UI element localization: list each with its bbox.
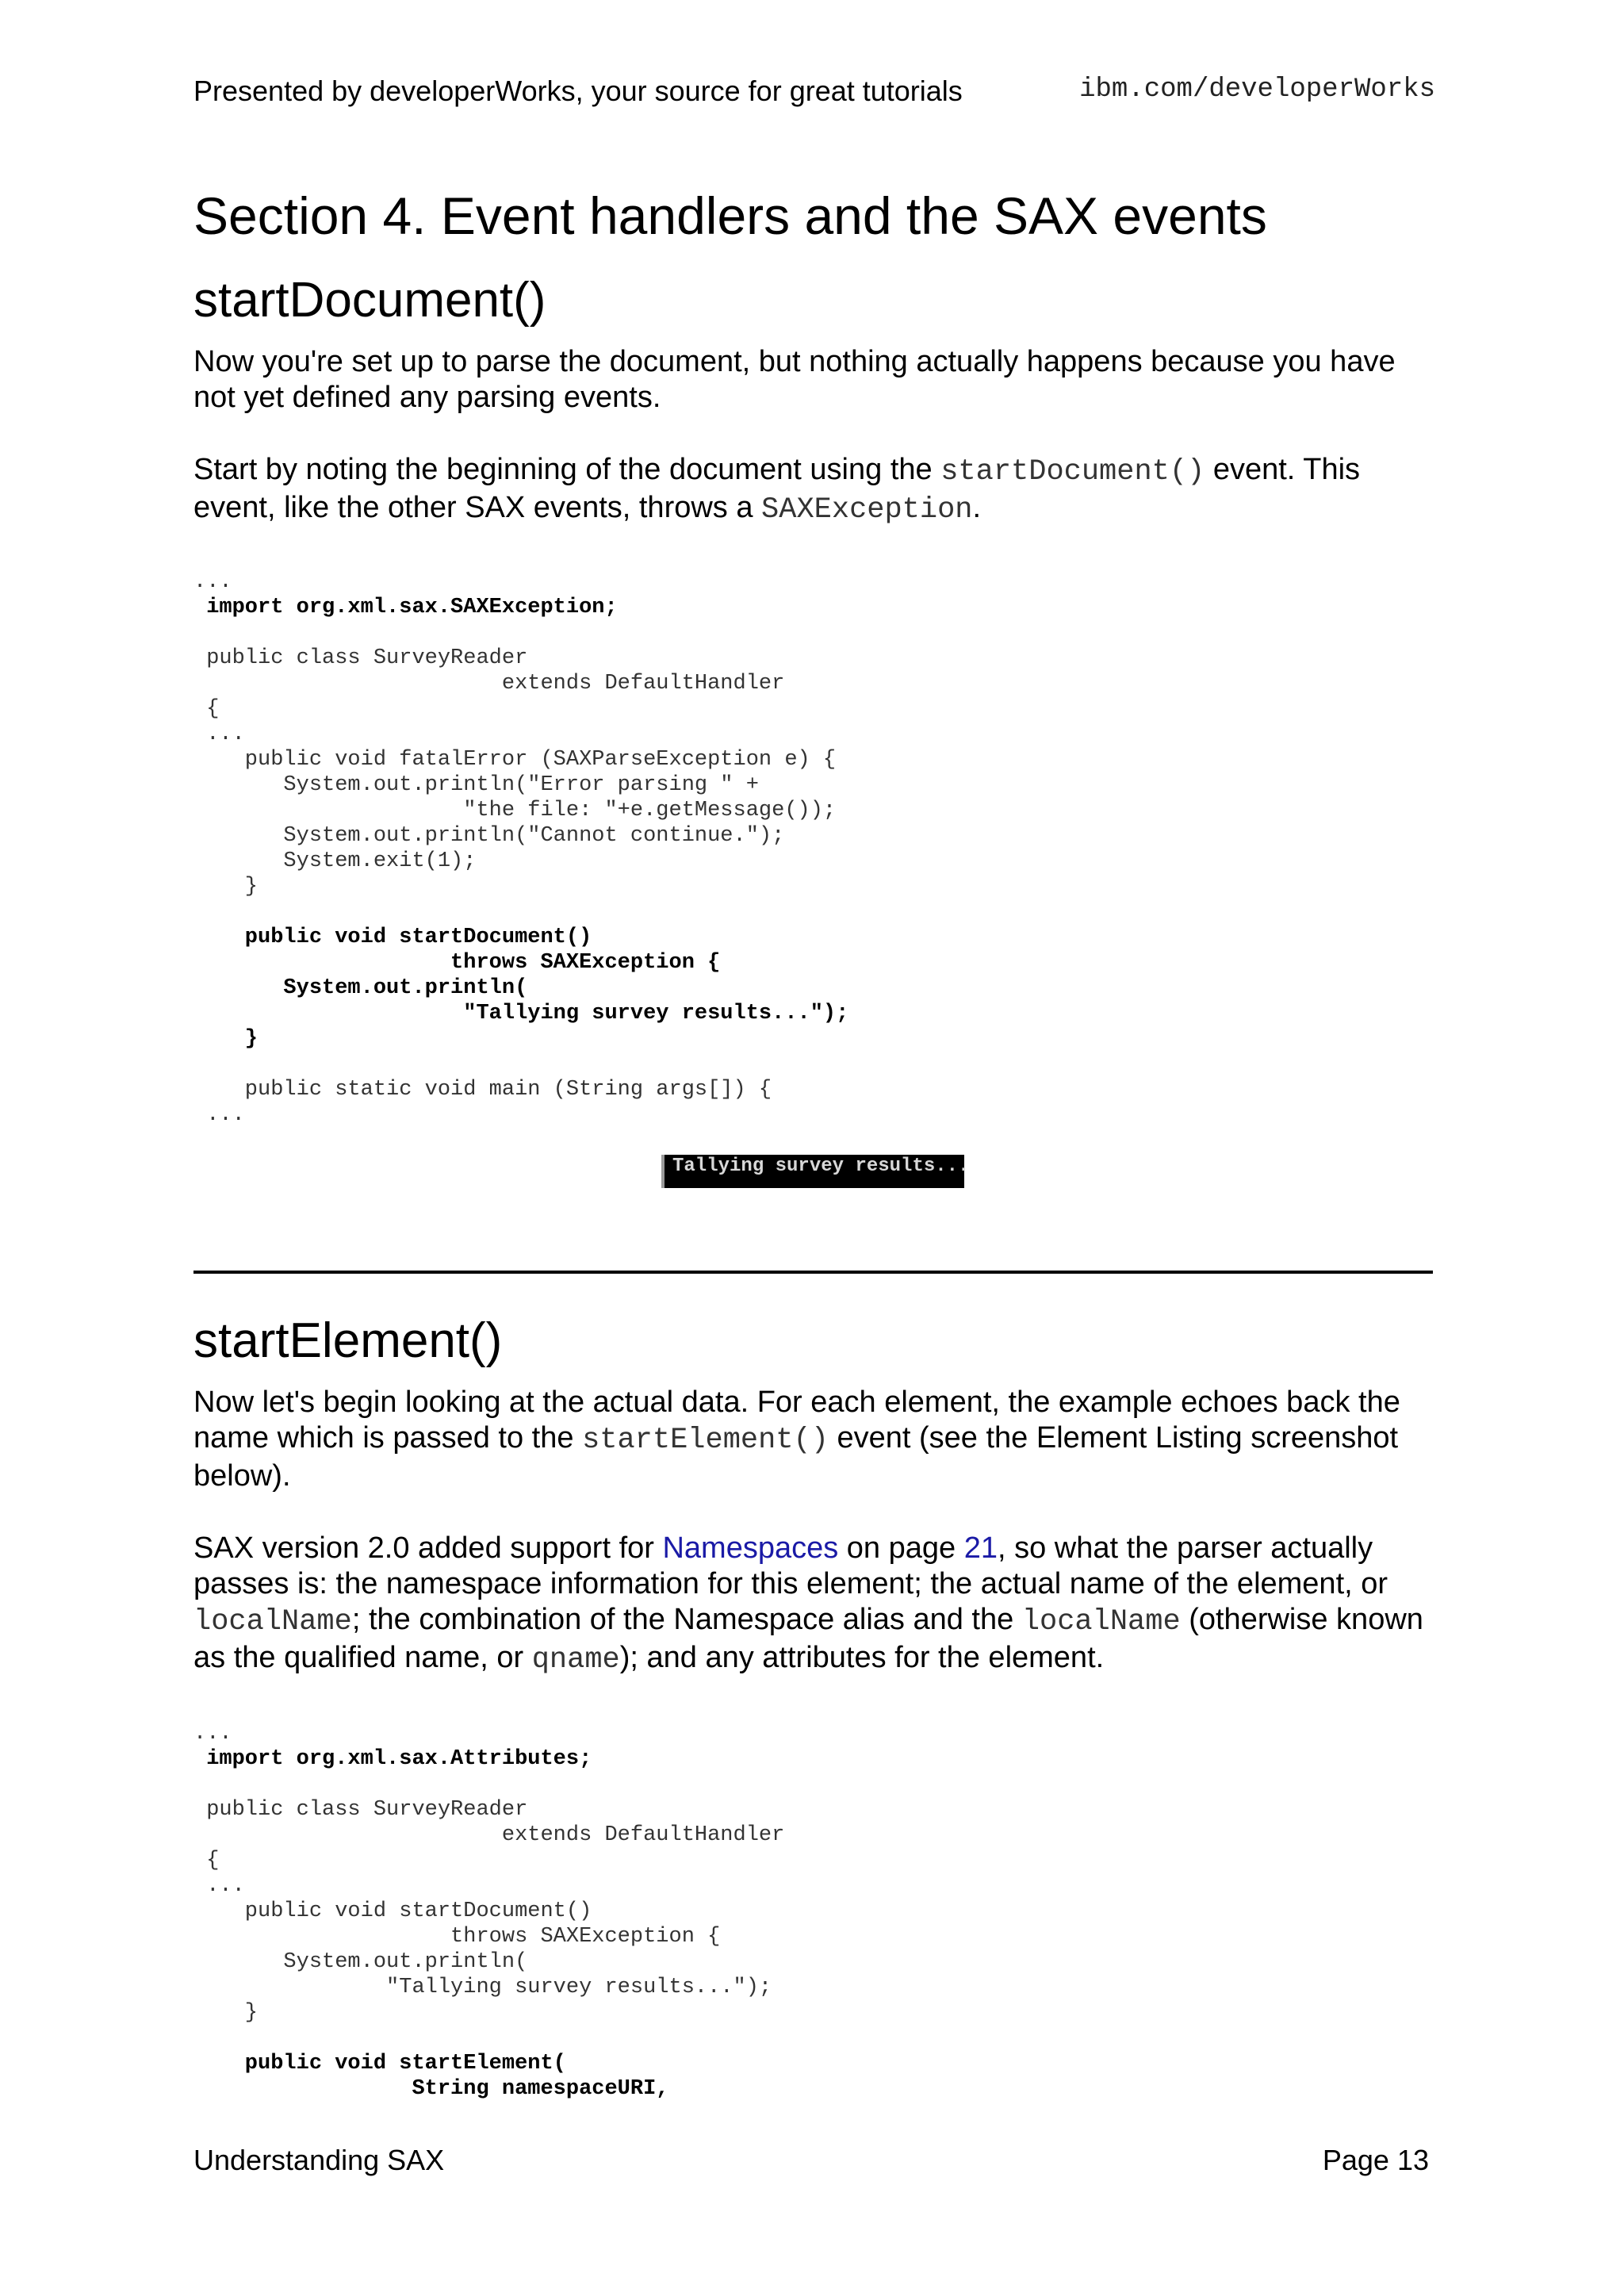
code-line: public class SurveyReader bbox=[193, 1798, 528, 1822]
code-line: public void startElement( bbox=[193, 2052, 566, 2076]
code-line: } bbox=[193, 875, 259, 899]
code-line: System.out.println( bbox=[193, 976, 528, 1000]
inline-code-startdocument: startDocument() bbox=[940, 455, 1205, 489]
heading-start-document: startDocument() bbox=[193, 273, 546, 328]
paragraph-start-document-intro: Now you're set up to parse the document, but nothing actually happens because you have not yet defined any parsing events. bbox=[193, 345, 1396, 414]
page-header-url: ibm.com/developerWorks bbox=[1079, 75, 1435, 105]
text-run: event. This event, like the other SAX events, throws a bbox=[193, 453, 1361, 524]
code-line: ... bbox=[193, 1722, 232, 1746]
paragraph-namespaces bbox=[193, 1531, 1434, 1678]
code-line: System.exit(1); bbox=[193, 849, 477, 873]
code-line: public static void main (String args[]) { bbox=[193, 1078, 772, 1102]
text-run: event (see the Element Listing screenshot below). bbox=[193, 1421, 1399, 1493]
text-run: (otherwise known as the qualified name, or bbox=[193, 1603, 1423, 1674]
code-line: "Tallying survey results..."); bbox=[193, 1976, 772, 1999]
text-run: Now let's begin looking at the actual data. For each element, the example echoes back the name which is passed to the bbox=[193, 1386, 1400, 1455]
code-line: extends DefaultHandler bbox=[193, 1823, 785, 1847]
section-title: Section 4. Event handlers and the SAX events bbox=[193, 186, 1267, 245]
text-run: SAX version 2.0 added support for bbox=[193, 1531, 663, 1565]
heading-start-element: startElement() bbox=[193, 1313, 503, 1368]
namespaces-link[interactable]: Namespaces bbox=[662, 1531, 839, 1565]
code-line: public void startDocument() bbox=[193, 1899, 592, 1923]
code-line: } bbox=[193, 2001, 259, 2025]
inline-code-qname: qname bbox=[531, 1643, 620, 1677]
code-line: public class SurveyReader bbox=[193, 646, 528, 670]
code-line: extends DefaultHandler bbox=[193, 672, 785, 696]
page-content bbox=[193, 178, 1434, 2102]
console-output-screenshot: Tallying survey results... bbox=[661, 1155, 964, 1188]
code-line: import org.xml.sax.SAXException; bbox=[193, 596, 618, 619]
code-line: String namespaceURI, bbox=[193, 2077, 669, 2101]
text-run: . bbox=[972, 491, 982, 524]
page-header-left: Presented by developerWorks, your source for great tutorials bbox=[193, 75, 963, 107]
text-run: ; the combination of the Namespace alias and the bbox=[351, 1603, 1022, 1636]
inline-code-saxexception: SAXException bbox=[761, 493, 973, 527]
code-line: } bbox=[193, 1027, 259, 1051]
code-line: { bbox=[193, 697, 220, 721]
page-footer-title: Understanding SAX bbox=[193, 2144, 445, 2176]
code-line: public void startDocument() bbox=[193, 926, 592, 949]
code-line: System.out.println("Error parsing " + bbox=[193, 773, 759, 797]
code-line: System.out.println( bbox=[193, 1950, 528, 1974]
code-line: ... bbox=[193, 570, 232, 594]
page-21-link[interactable]: 21 bbox=[963, 1531, 998, 1565]
paragraph-start-element-intro bbox=[193, 1385, 1434, 1494]
text-run: on page bbox=[838, 1531, 964, 1565]
code-line: import org.xml.sax.Attributes; bbox=[193, 1747, 592, 1771]
inline-code-localname: localName bbox=[1021, 1605, 1181, 1639]
paragraph-start-document-event bbox=[193, 452, 1434, 528]
text-run: Start by noting the beginning of the document using the bbox=[193, 453, 941, 486]
code-line: "Tallying survey results..."); bbox=[193, 1002, 849, 1025]
page-number: Page 13 bbox=[1322, 2144, 1429, 2176]
code-line: "the file: "+e.getMessage()); bbox=[193, 799, 837, 822]
inline-code-startelement: startElement() bbox=[582, 1424, 829, 1457]
code-line: ... bbox=[193, 723, 245, 746]
code-listing-start-element bbox=[193, 1721, 1434, 2102]
code-listing-start-document bbox=[193, 569, 1434, 1128]
text-run: ); and any attributes for the element. bbox=[619, 1641, 1105, 1674]
text-run: , so what the parser actually passes is: the namespace information for this element; the actual name of the element, or bbox=[193, 1531, 1388, 1600]
inline-code-localname: localName bbox=[193, 1605, 352, 1639]
code-line: System.out.println("Cannot continue."); bbox=[193, 824, 785, 848]
code-line: public void fatalError (SAXParseException e) { bbox=[193, 748, 837, 772]
code-line: ... bbox=[193, 1874, 245, 1898]
code-line: throws SAXException { bbox=[193, 1925, 721, 1949]
code-line: ... bbox=[193, 1103, 245, 1127]
code-line: throws SAXException { bbox=[193, 951, 721, 975]
code-line: { bbox=[193, 1849, 220, 1872]
